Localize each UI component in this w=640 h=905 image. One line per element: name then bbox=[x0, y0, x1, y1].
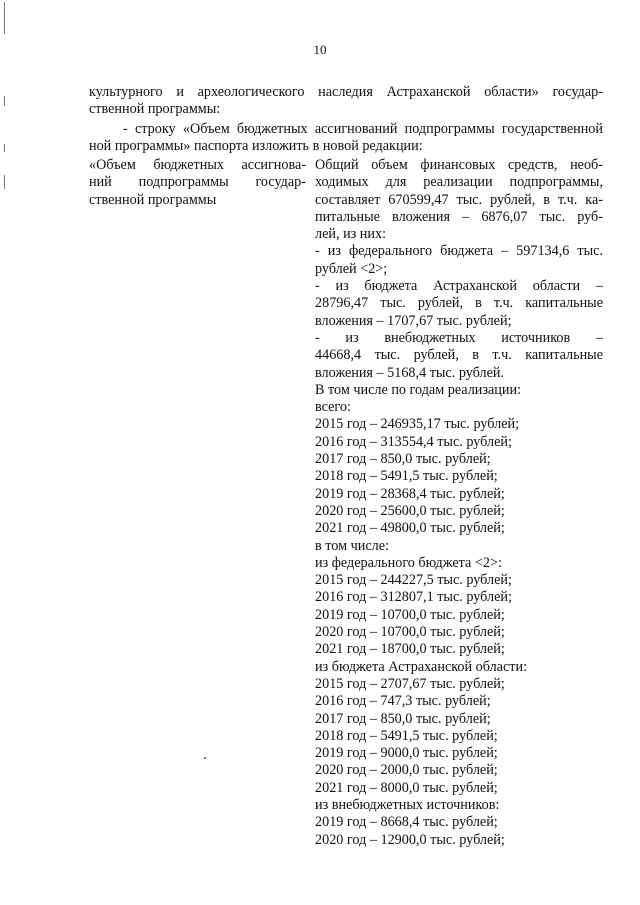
paragraph-line: - строку «Объем бюджетных ассигнований подпрограммы государственной bbox=[123, 121, 603, 137]
scan-speck bbox=[204, 757, 206, 759]
left-cell-line: «Объем бюджетных ассигнова- bbox=[89, 157, 306, 173]
year-funding-item: 2018 год – 5491,5 тыс. рублей; bbox=[315, 468, 498, 485]
paragraph-line: ной программы» паспорта изложить в новой редакции: bbox=[89, 138, 423, 155]
year-funding-item: 2017 год – 850,0 тыс. рублей; bbox=[315, 451, 491, 468]
table-right-cell bbox=[315, 157, 603, 849]
page-number: 10 bbox=[313, 42, 327, 57]
year-funding-item: 2019 год – 9000,0 тыс. рублей; bbox=[315, 745, 498, 762]
year-funding-item: 2020 год – 25600,0 тыс. рублей; bbox=[315, 502, 505, 519]
regional-by-year-list bbox=[315, 676, 603, 797]
year-funding-item: 2020 год – 12900,0 тыс. рублей; bbox=[315, 831, 505, 848]
funding-summary bbox=[315, 157, 603, 382]
year-funding-item: 2016 год – 747,3 тыс. рублей; bbox=[315, 693, 491, 710]
years-heading: В том числе по годам реализации: bbox=[315, 381, 522, 398]
extrabudget-heading: из внебюджетных источников: bbox=[315, 796, 500, 813]
paragraph-instruction bbox=[89, 121, 603, 156]
scan-margin-mark bbox=[4, 2, 5, 34]
summary-line: - из внебюджетных источников – bbox=[315, 329, 603, 346]
year-funding-item: 2020 год – 2000,0 тыс. рублей; bbox=[315, 762, 498, 779]
federal-heading: из федерального бюджета <2>: bbox=[315, 554, 502, 571]
paragraph-program-name bbox=[89, 84, 603, 119]
summary-line: Общий объем финансовых средств, необ- bbox=[315, 157, 603, 173]
left-cell-line: ственной программы bbox=[89, 191, 217, 208]
year-funding-item: 2020 год – 10700,0 тыс. рублей; bbox=[315, 624, 505, 641]
summary-line: составляет 670599,47 тыс. рублей, в т.ч. ка- bbox=[315, 191, 603, 208]
summary-line: вложения – 1707,67 тыс. рублей; bbox=[315, 312, 512, 329]
year-funding-item: 2017 год – 850,0 тыс. рублей; bbox=[315, 710, 491, 727]
summary-line: ходимых для реализации подпрограммы, bbox=[315, 174, 603, 191]
year-funding-item: 2021 год – 49800,0 тыс. рублей; bbox=[315, 520, 505, 537]
year-funding-item: 2019 год – 8668,4 тыс. рублей; bbox=[315, 814, 498, 831]
year-funding-item: 2021 год – 8000,0 тыс. рублей; bbox=[315, 779, 498, 796]
year-funding-item: 2016 год – 313554,4 тыс. рублей; bbox=[315, 433, 512, 450]
federal-by-year-list bbox=[315, 572, 603, 658]
table-left-cell bbox=[89, 157, 306, 209]
left-cell-line: ний подпрограммы государ- bbox=[89, 174, 306, 191]
summary-line: 44668,4 тыс. рублей, в т.ч. капитальные bbox=[315, 347, 603, 364]
summary-line: лей, из них: bbox=[315, 226, 387, 243]
scan-margin-mark bbox=[4, 144, 5, 152]
year-funding-item: 2015 год – 244227,5 тыс. рублей; bbox=[315, 572, 512, 589]
summary-line: - из федерального бюджета – 597134,6 тыс. bbox=[315, 243, 603, 260]
year-funding-item: 2018 год – 5491,5 тыс. рублей; bbox=[315, 727, 498, 744]
summary-line: вложения – 5168,4 тыс. рублей. bbox=[315, 364, 505, 381]
including-heading: в том числе: bbox=[315, 537, 389, 554]
summary-line: - из бюджета Астраханской области – bbox=[315, 278, 603, 295]
scan-margin-mark bbox=[4, 175, 5, 189]
regional-heading: из бюджета Астраханской области: bbox=[315, 658, 528, 675]
total-by-year-list bbox=[315, 416, 603, 537]
summary-line: питальные вложения – 6876,07 тыс. руб- bbox=[315, 208, 603, 225]
year-funding-item: 2015 год – 2707,67 тыс. рублей; bbox=[315, 675, 505, 692]
year-funding-item: 2019 год – 10700,0 тыс. рублей; bbox=[315, 606, 505, 623]
year-funding-item: 2019 год – 28368,4 тыс. рублей; bbox=[315, 485, 505, 502]
summary-line: рублей <2>; bbox=[315, 260, 388, 277]
paragraph-line: культурного и археологического наследия Астраханской области» государ- bbox=[89, 84, 603, 100]
year-funding-item: 2016 год – 312807,1 тыс. рублей; bbox=[315, 589, 512, 606]
extrabudget-by-year-list bbox=[315, 814, 603, 849]
year-funding-item: 2021 год – 18700,0 тыс. рублей; bbox=[315, 641, 505, 658]
year-funding-item: 2015 год – 246935,17 тыс. рублей; bbox=[315, 416, 520, 433]
scan-margin-mark bbox=[4, 96, 5, 106]
total-heading: всего: bbox=[315, 399, 351, 416]
summary-line: 28796,47 тыс. рублей, в т.ч. капитальные bbox=[315, 295, 603, 312]
paragraph-line: ственной программы: bbox=[89, 101, 221, 118]
